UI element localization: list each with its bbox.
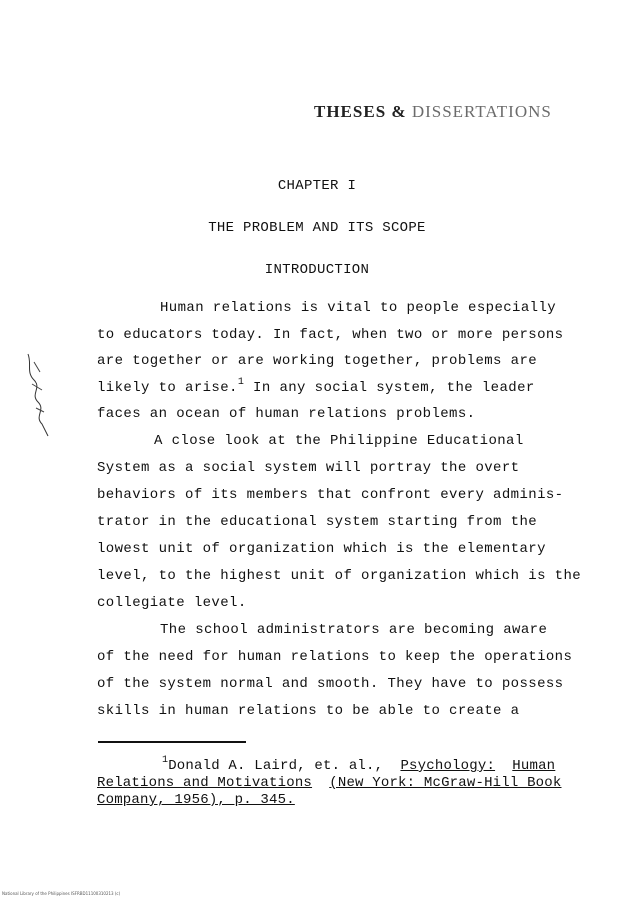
library-footer-note: National Library of the Philippines ISFRBD11100310213 (c) <box>2 891 121 896</box>
body-line-2: to educators today. In fact, when two or more persons <box>97 327 564 343</box>
footnote-marker: 1 <box>162 755 169 766</box>
section-heading: INTRODUCTION <box>264 262 370 278</box>
body-line-16: skills in human relations to be able to create a <box>97 703 520 719</box>
body-line-3: are together or are working together, problems are <box>97 353 538 369</box>
stamp-faded: DISSERTATIONS <box>411 102 552 121</box>
footnote-line-3 <box>97 792 295 808</box>
footnote-line-2 <box>97 775 562 791</box>
body-line-8: behaviors of its members that confront every adminis- <box>97 487 564 503</box>
margin-handwriting-stroke-2 <box>32 362 44 412</box>
chapter-label: CHAPTER I <box>277 178 357 194</box>
footnote-publisher: (New York: McGraw-Hill Book <box>329 775 562 791</box>
footnote-author: Donald A. Laird, et. al., <box>168 758 384 774</box>
body-line-4-a: likely to arise. <box>97 380 238 396</box>
body-line-4 <box>97 377 535 396</box>
body-line-5: faces an ocean of human relations problems. <box>97 406 476 422</box>
body-line-13: The school administrators are becoming aware <box>160 622 548 638</box>
footnote-title-part2: Human <box>512 758 556 774</box>
footnote-line-1 <box>162 755 556 774</box>
body-line-9: trator in the educational system starting from the <box>97 514 538 530</box>
body-line-14: of the need for human relations to keep the operations <box>97 649 573 665</box>
stamp-main: THESES & <box>314 102 407 121</box>
body-line-15: of the system normal and smooth. They have to possess <box>97 676 564 692</box>
chapter-title: THE PROBLEM AND ITS SCOPE <box>208 220 426 236</box>
body-line-12: collegiate level. <box>97 595 247 611</box>
body-line-10: lowest unit of organization which is the elementary <box>97 541 546 557</box>
body-line-1: Human relations is vital to people especially <box>160 300 557 316</box>
body-line-4-b: In any social system, the leader <box>244 380 535 396</box>
theses-dissertations-stamp <box>314 102 552 122</box>
footnote-line3-text: Company, 1956), p. 345. <box>97 792 295 808</box>
footnote-ref: 1 <box>237 377 245 388</box>
margin-handwriting-stroke-1 <box>28 354 48 436</box>
body-line-7: System as a social system will portray the overt <box>97 460 520 476</box>
body-line-11: level, to the highest unit of organization which is the <box>97 568 582 584</box>
footnote-divider <box>98 741 246 743</box>
footnote-title-line2: Relations and Motivations <box>97 775 313 791</box>
body-line-6: A close look at the Philippine Educational <box>154 433 524 449</box>
margin-handwriting <box>22 350 52 440</box>
footnote-title-part1: Psychology: <box>400 758 496 774</box>
